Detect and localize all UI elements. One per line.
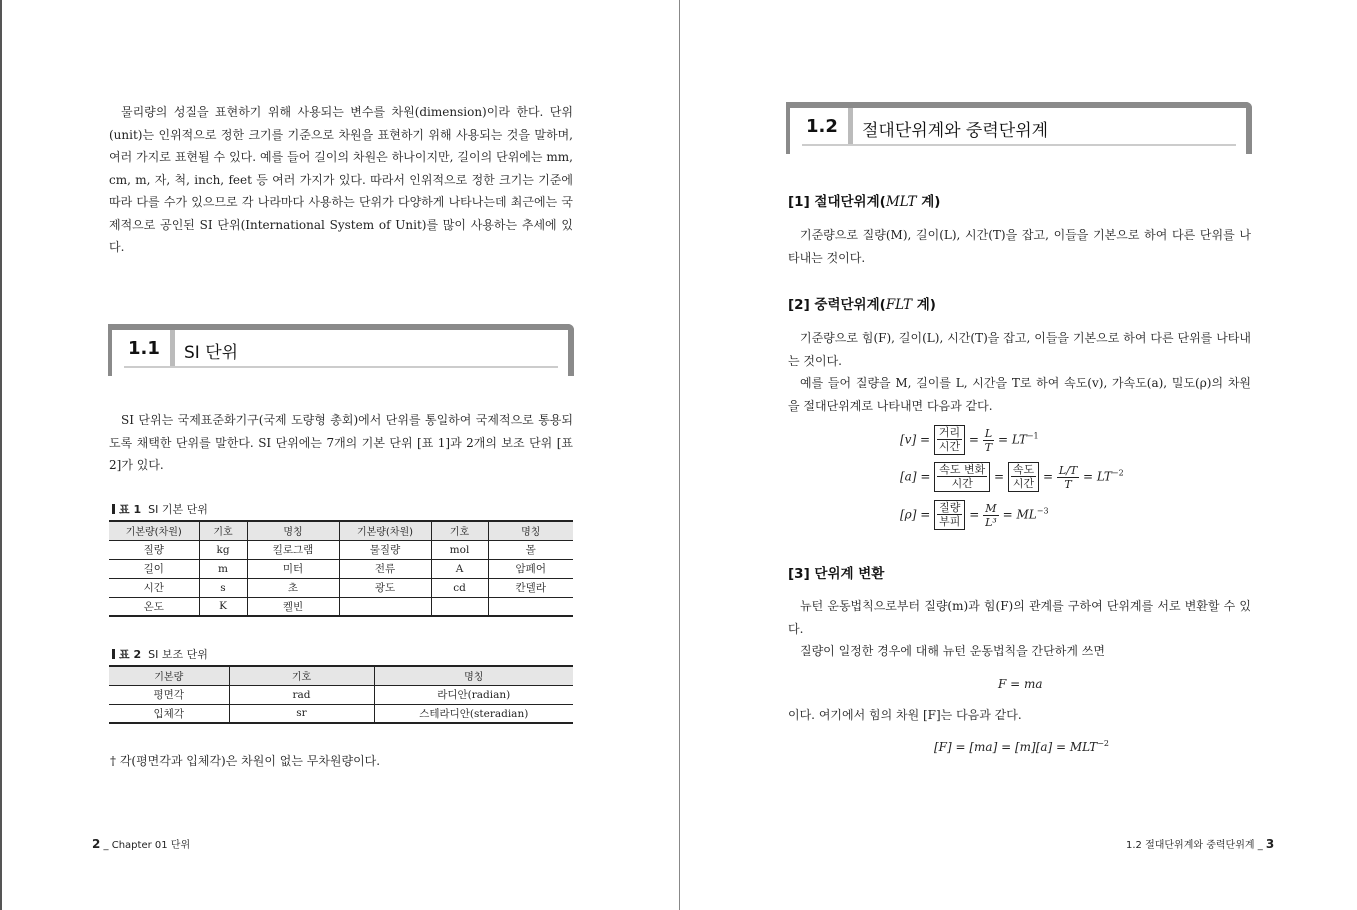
table-header-cell: 기호 bbox=[199, 521, 247, 540]
table-cell: 질량 bbox=[109, 540, 199, 559]
table-header-cell: 기본량 bbox=[109, 666, 229, 685]
table-header-cell: 기본량(차원) bbox=[109, 521, 199, 540]
table-cell bbox=[488, 597, 573, 616]
table-cell: cd bbox=[431, 578, 488, 597]
section-paragraph bbox=[109, 409, 573, 477]
table-cell: m bbox=[199, 559, 247, 578]
table-cell: mol bbox=[431, 540, 488, 559]
table-cell: 미터 bbox=[247, 559, 339, 578]
intro-paragraph bbox=[109, 101, 573, 259]
subsection-3-text: 뉴턴 운동법칙으로부터 질량(m)과 힘(F)의 관계를 구하여 단위계를 서로 변환할 수 있다. 질량이 일정한 경우에 대해 뉴턴 운동법칙을 간단하게 쓰면 bbox=[788, 599, 1251, 658]
table-cell: s bbox=[199, 578, 247, 597]
section-text: SI 단위는 국제표준화기구(국제 도량형 총회)에서 단위를 통일하여 국제적으로 통용되도록 채택한 단위를 말한다. SI 단위에는 7개의 기본 단위 [표 1]과 2개의 보조 단위 [표 2]가 있다. bbox=[109, 413, 573, 472]
table-cell: 라디안(radian) bbox=[374, 685, 573, 704]
table-cell: 시간 bbox=[109, 578, 199, 597]
section-number: 1.1 bbox=[128, 338, 160, 359]
section-title: SI 단위 bbox=[184, 343, 239, 363]
force-dimension-text: 이다. 여기에서 힘의 차원 [F]는 다음과 같다. bbox=[788, 708, 1022, 722]
footer-chapter: _ Chapter 01 단위 bbox=[103, 840, 191, 851]
subsection-1-title: [1] 절대단위계(MLT 계) bbox=[788, 194, 941, 210]
right-page bbox=[680, 0, 1357, 910]
table-header-cell: 기호 bbox=[431, 521, 488, 540]
table-cell: 길이 bbox=[109, 559, 199, 578]
force-dimension-equation: $[F] = [ma] = [m][a] = MLT^{-2}$ bbox=[934, 739, 1109, 754]
table-cell: kg bbox=[199, 540, 247, 559]
table-cell: 켈빈 bbox=[247, 597, 339, 616]
table-header-cell: 기본량(차원) bbox=[339, 521, 431, 540]
dimensionless-note: † 각(평면각과 입체각)은 차원이 없는 무차원량이다. bbox=[110, 754, 381, 768]
si-base-units-table bbox=[109, 520, 573, 617]
table-header-cell: 기호 bbox=[229, 666, 374, 685]
subsection-2-title: [2] 중력단위계(FLT 계) bbox=[788, 297, 936, 313]
table-cell: 광도 bbox=[339, 578, 431, 597]
table-row bbox=[109, 597, 573, 616]
table-row bbox=[109, 578, 573, 597]
table-cell: 암페어 bbox=[488, 559, 573, 578]
table-cell: 킬로그램 bbox=[247, 540, 339, 559]
table-row bbox=[109, 540, 573, 559]
subsection-1-text: 기준량으로 질량(M), 길이(L), 시간(T)을 잡고, 이들을 기본으로 하여 다른 단위를 나타내는 것이다. bbox=[788, 228, 1251, 265]
section-title: 절대단위계와 중력단위계 bbox=[862, 121, 1049, 141]
table-header-cell: 명칭 bbox=[247, 521, 339, 540]
table-row bbox=[109, 559, 573, 578]
left-page bbox=[2, 0, 679, 910]
page-number: 3 bbox=[1265, 837, 1275, 851]
table-cell: 초 bbox=[247, 578, 339, 597]
table2-caption: 표 2 SI 보조 단위 bbox=[112, 646, 208, 662]
table-cell: 물질량 bbox=[339, 540, 431, 559]
footer-section: 1.2 절대단위계와 중력단위계 _ bbox=[1126, 840, 1263, 851]
table-cell: A bbox=[431, 559, 488, 578]
table-cell: 몰 bbox=[488, 540, 573, 559]
si-supplementary-units-table bbox=[109, 665, 573, 724]
intro-text: 물리량의 성질을 표현하기 위해 사용되는 변수를 차원(dimension)이라 한다. 단위(unit)는 인위적으로 정한 크기를 기준으로 차원을 표현하기 위해 사용되는 것을 말하며, 여러 가지로 표현될 수 있다. 예를 들어 길이의 차원은 하나이지만, 길이의 단위에는 mm, cm, m, 자, 척, inch, feet 등 여러 가지가 있다. 따라서 인위적으로 정한 크기는 기준에 따라 다를 수가 있으므로 각 나라마다 사용하는 단위가 다양하게 나타나는데 최근에는 국제적으로 공인된 SI 단위(International System of Unit)를 많이 사용하는 추세에 있다. bbox=[109, 105, 573, 254]
table-cell: 칸델라 bbox=[488, 578, 573, 597]
density-equation: [ρ] = $\frac{\text{질량}}{\text{부피}}$ = $\frac{M}{\text{L³}}$ = $ML^{-3}$ bbox=[900, 501, 1049, 529]
subsection-3-title: [3] 단위계 변환 bbox=[788, 566, 885, 582]
table-cell bbox=[431, 597, 488, 616]
page-number: 2 bbox=[92, 837, 101, 851]
newton-equation: F = ma bbox=[998, 677, 1043, 691]
section-number: 1.2 bbox=[806, 116, 838, 137]
left-footer bbox=[92, 836, 190, 851]
table-cell: sr bbox=[229, 704, 374, 723]
table-row bbox=[109, 685, 573, 704]
table-cell: 전류 bbox=[339, 559, 431, 578]
table-cell: 평면각 bbox=[109, 685, 229, 704]
table-cell: 입체각 bbox=[109, 704, 229, 723]
acceleration-equation: [a] = $\frac{\text{속도 변화}}{\text{시간}}$ = $\frac{\text{속도}}{\text{시간}}$ = $\frac{L/T}{T}$ = $LT^{-2}$ bbox=[900, 463, 1124, 491]
table-cell: K bbox=[199, 597, 247, 616]
section-header-1-2 bbox=[786, 102, 1252, 154]
table-row bbox=[109, 704, 573, 723]
section-header-1-1 bbox=[108, 324, 574, 376]
table-cell: rad bbox=[229, 685, 374, 704]
table-cell: 스테라디안(steradian) bbox=[374, 704, 573, 723]
table1-caption: 표 1 SI 기본 단위 bbox=[112, 501, 208, 517]
table-cell: 온도 bbox=[109, 597, 199, 616]
table-header-cell: 명칭 bbox=[488, 521, 573, 540]
table-cell bbox=[339, 597, 431, 616]
table-header-cell: 명칭 bbox=[374, 666, 573, 685]
velocity-equation: [v] = $\frac{\text{거리}}{\text{시간}}$ = $\frac{L}{T}$ = $LT^{-1}$ bbox=[900, 426, 1039, 454]
right-footer bbox=[1126, 836, 1274, 851]
subsection-2-text: 기준량으로 힘(F), 길이(L), 시간(T)을 잡고, 이들을 기본으로 하여 다른 단위를 나타내는 것이다. 예를 들어 질량을 M, 길이를 L, 시간을 T로 하여 속도(v), 가속도(a), 밀도(ρ)의 차원을 절대단위계로 나타내면 다음과 같다. bbox=[788, 331, 1251, 413]
